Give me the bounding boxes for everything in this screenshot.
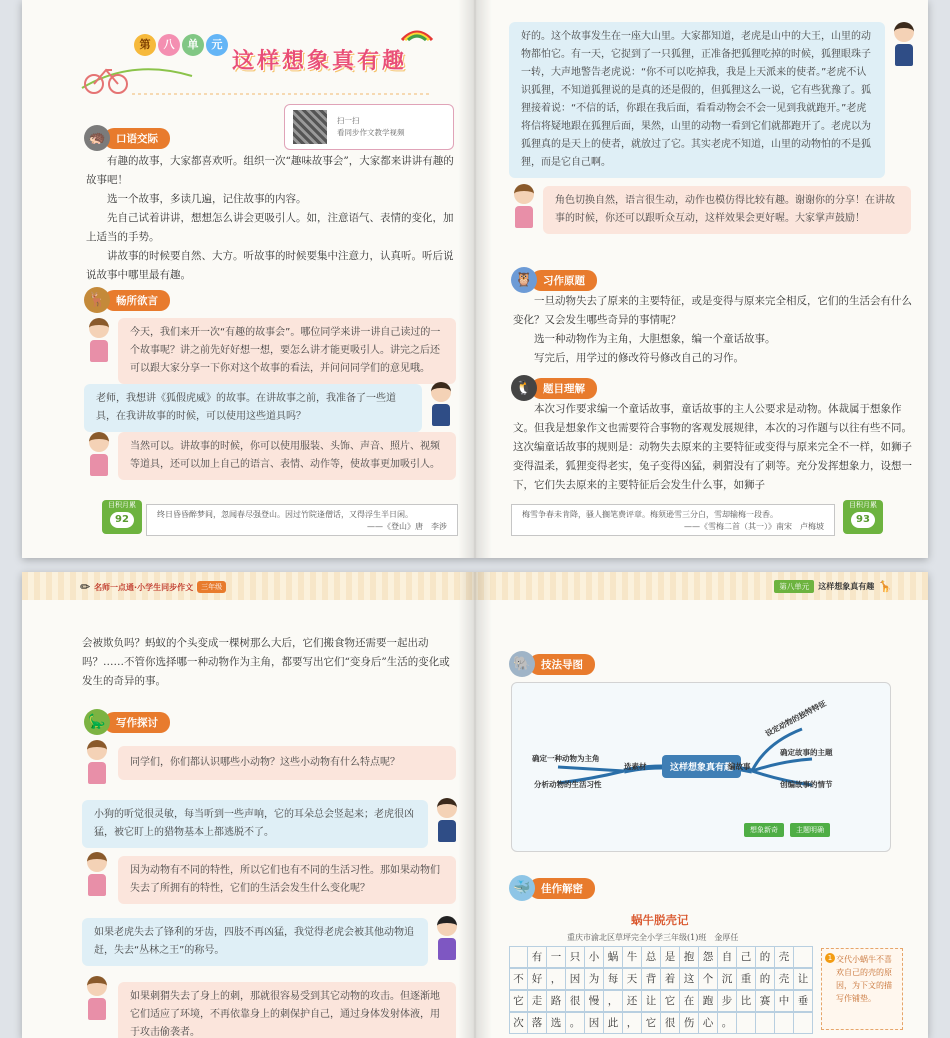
essay-grid-cell: 在: [680, 990, 699, 1012]
essay-grid-row-1: [509, 946, 813, 968]
essay-grid-cell: 个: [699, 968, 718, 990]
page-number-label: 目积月累: [849, 501, 877, 509]
paragraph: 一旦动物失去了原来的主要特征，或是变得与原来完全相反，它们的生活会有什么变化？又会发生哪些奇异的事情呢？: [513, 295, 912, 326]
essay-grid-cell: 的: [756, 946, 775, 968]
whale-icon: 🐳: [509, 875, 535, 901]
page-number-badge: [843, 500, 883, 534]
page-93: [475, 0, 928, 558]
essay-grid-cell: 壳: [775, 968, 794, 990]
footer-source: ——《雪梅二首（其一）》南宋 卢梅坡: [684, 522, 824, 531]
essay-grid-cell: 跑: [699, 990, 718, 1012]
dialog-student-2: 如果老虎失去了锋利的牙齿，四肢不再凶猛，我觉得老虎会被其他动物追赶，失去“丛林之王”的称号。: [82, 918, 428, 966]
mind-map-tag: 想象新奇: [744, 823, 784, 837]
essay-grid-cell: 此: [604, 1012, 623, 1034]
essay-grid-cell: 背: [642, 968, 661, 990]
essay-grid-cell: 重: [737, 968, 756, 990]
essay-grid-cell: 的: [756, 968, 775, 990]
essay-grid-cell: 因: [585, 1012, 604, 1034]
essay-grid-cell: 一: [547, 946, 566, 968]
annotation-number: 1: [825, 953, 835, 963]
essay-grid-cell: 中: [775, 990, 794, 1012]
page-number: 93: [851, 512, 875, 528]
essay-grid-cell: 只: [566, 946, 585, 968]
essay-grid-cell: 每: [604, 968, 623, 990]
dialog-teacher-2: 当然可以。讲故事的时候，你可以使用服装、头饰、声音、照片、视频等道具，还可以加上自己的语言、表情、动作等，使故事更加吸引人。: [118, 432, 456, 480]
unit-header: [774, 580, 892, 593]
section-title: 口语交际: [104, 128, 170, 149]
teacher-avatar: [86, 740, 108, 786]
original-paragraphs: [513, 292, 915, 368]
dialog-student-1: 小狗的听觉很灵敏，每当听到一些声响，它的耳朵总会竖起来；老虎很凶猛，被它盯上的猎物基本上都逃脱不了。: [82, 800, 428, 848]
section-heading-explore: [84, 712, 170, 732]
section-heading-original: [511, 270, 597, 290]
essay-grid-cell: 比: [737, 990, 756, 1012]
essay-grid-cell: 好: [528, 968, 547, 990]
paragraph: 写完后，用学过的修改符号修改自己的习作。: [534, 352, 744, 364]
essay-grid-cell: 天: [623, 968, 642, 990]
teacher-avatar: [86, 852, 108, 898]
paragraph: 有趣的故事，大家都喜欢听。组织一次“趣味故事会”，大家都来讲讲有趣的故事吧！: [86, 155, 454, 186]
dialog-teacher-2: 因为动物有不同的特性，所以它们也有不同的生活习性。那如果动物们失去了所拥有的特性，它们的生活会发生什么变化呢？: [118, 856, 456, 904]
dialog-student-1: 老师，我想讲《狐假虎威》的故事。在讲故事之前，我准备了一些道具，在我讲故事的时候，可以使用这些道具吗？: [84, 384, 422, 432]
essay-grid-cell: 自: [718, 946, 737, 968]
essay-grid-cell: 因: [566, 968, 585, 990]
dialog-teacher-comment: 角色切换自然，语言很生动，动作也模仿得比较有趣。谢谢你的分享！在讲故事的时候，你还可以跟听众互动，这样效果会更好喔。大家掌声鼓励！: [543, 186, 911, 234]
technique-mind-map: [511, 682, 891, 852]
giraffe-icon: 🦒: [878, 580, 892, 593]
section-title: 习作原题: [531, 270, 597, 291]
mind-map-center: 这样想象真有趣: [662, 755, 741, 778]
unit-banner: [72, 18, 452, 98]
annotation-text: 交代小蜗牛不喜欢自己的壳的原因，为下文的描写作铺垫。: [836, 955, 892, 1003]
essay-grid-cell: 怨: [699, 946, 718, 968]
elephant-icon: 🐘: [509, 651, 535, 677]
mind-map-branch: 选素材: [624, 762, 647, 771]
qr-caption: [337, 115, 405, 139]
hedgehog-icon: 🦔: [84, 125, 110, 151]
essay-grid-cell: [756, 1012, 775, 1034]
essay-grid-cell: 很: [661, 1012, 680, 1034]
teacher-avatar: [88, 318, 110, 364]
section-heading-essay: [509, 878, 595, 898]
page-number-label: 目积月累: [108, 501, 136, 509]
section-title: 畅所欲言: [104, 290, 170, 311]
essay-grid-cell: 为: [585, 968, 604, 990]
continued-paragraph: [82, 634, 458, 691]
essay-grid-cell: 垂: [794, 990, 813, 1012]
unit-title: 这样想象真有趣: [232, 49, 408, 74]
teacher-avatar: [86, 976, 108, 1022]
mind-map-leaf: 确定一种动物为主角: [532, 754, 600, 763]
essay-grid-cell: 蜗: [604, 946, 623, 968]
section-heading-discuss: [84, 290, 170, 310]
qr-code-icon[interactable]: [293, 110, 327, 144]
paragraph: 会被欺负吗？蚂蚁的个头变成一棵树那么大后，它们搬食物还需要一起出动吗？……不管你选择哪一种动物作为主角，都要写出它们“变身后”生活的变化或发生的奇异的事。: [82, 637, 450, 687]
essay-grid-cell: 伤: [680, 1012, 699, 1034]
essay-grid-cell: 让: [794, 968, 813, 990]
dialog-student-story: 好的。这个故事发生在一座大山里。大家都知道，老虎是山中的大王，山里的动物都怕它。有一天，它捉到了一只狐狸，正准备把狐狸吃掉的时候，狐狸眼珠子一转，大声地警告老虎说：“你不可以吃掉我，我是上天派来的使者。”老虎不认识狐狸，不知道狐狸说的是真的还是假的，但狐狸这么一说，它有些犹豫了。狐狸接着说：“不信的话，你跟在我后面，看看动物会不会一见到我就跑开。”老虎将信将疑地跟在狐狸后面，果然，山里的动物一看到它们就都跑开了。老虎以为狐狸真的是天上的使者，就放过了它。其实老虎不知道，山里的动物怕的不是狐狸，而是它自己啊。: [509, 22, 885, 178]
teacher-avatar: [88, 432, 110, 478]
dialog-teacher-1: 同学们，你们都认识哪些小动物？这些小动物有什么特点呢？: [118, 746, 456, 780]
essay-grid-cell: 很: [566, 990, 585, 1012]
essay-grid-cell: 。: [718, 1012, 737, 1034]
series-label: 名师一点通·小学生同步作文: [94, 582, 194, 592]
essay-grid-cell: 这: [680, 968, 699, 990]
deer-icon: 🦌: [84, 287, 110, 313]
essay-grid-cell: [775, 1012, 794, 1034]
essay-grid-cell: 不: [509, 968, 528, 990]
essay-grid-cell: ，: [547, 968, 566, 990]
qr-caption-line: 看同步作文教学视频: [337, 128, 405, 137]
essay-grid-cell: 壳: [775, 946, 794, 968]
essay-grid-cell: 它: [509, 990, 528, 1012]
essay-title: 蜗牛脱壳记: [631, 913, 689, 927]
mind-map-tag: 主题明确: [790, 823, 830, 837]
mind-map-leaf: 确定故事的主题: [780, 748, 833, 757]
dialog-teacher-1: 今天，我们来开一次“有趣的故事会”。哪位同学来讲一讲自己读过的一个故事呢？讲之前先好好想一想，要怎么讲才能更吸引人。讲完之后还可以跟大家分享一下你对这个故事的看法，并问问同学们的意见哦。: [118, 318, 456, 384]
essay-author: 重庆市渝北区草坪完全小学三年级(1)班 金厚任: [567, 933, 739, 942]
footer-quote-box: [511, 504, 835, 536]
unit-char: 八: [158, 34, 180, 56]
essay-grid-cell: 步: [718, 990, 737, 1012]
student-avatar: [430, 382, 452, 428]
footer-quote: 终日昏昏醉梦间，忽闻春尽强登山。因过竹院逢僧话，又得浮生半日闲。: [157, 510, 413, 519]
essay-grid-cell: 小: [585, 946, 604, 968]
section-title: 技法导图: [529, 654, 595, 675]
series-header: [80, 580, 226, 594]
unit-char: 单: [182, 34, 204, 56]
footer-quote-box: [146, 504, 458, 536]
section-title: 题目理解: [531, 378, 597, 399]
student-avatar: [893, 22, 915, 68]
section-heading-mindmap: [509, 654, 595, 674]
essay-grid-cell: [737, 1012, 756, 1034]
essay-grid-cell: 次: [509, 1012, 528, 1034]
dialog-student-3: 如果刺猬失去了身上的刺，那就很容易受到其它动物的攻击。但逐渐地它们适应了环境，不再依靠身上的刺保护自己，通过身体发射体液，用于攻击偷袭者。: [118, 982, 456, 1038]
unit-label: [134, 34, 228, 56]
unit-char: 元: [206, 34, 228, 56]
page-95: [475, 572, 928, 1038]
essay-grid-cell: ，: [623, 1012, 642, 1034]
footer-source: ——《登山》唐 李涉: [367, 522, 447, 531]
essay-grid-cell: 着: [661, 968, 680, 990]
essay-grid-cell: 路: [547, 990, 566, 1012]
unit-char: 第: [134, 34, 156, 56]
essay-grid-cell: 总: [642, 946, 661, 968]
essay-grid-cell: 抱: [680, 946, 699, 968]
essay-grid-cell: [794, 1012, 813, 1034]
mind-map-leaf: 分析动物的生活习性: [534, 780, 602, 789]
essay-grid-row-2: [509, 968, 813, 990]
essay-grid-cell: 选: [547, 1012, 566, 1034]
unit-title: 这样想象真有趣: [818, 582, 875, 591]
page-number-badge: [102, 500, 142, 534]
essay-grid-cell: 落: [528, 1012, 547, 1034]
essay-grid-cell: ，: [604, 990, 623, 1012]
essay-grid-cell: 走: [528, 990, 547, 1012]
section-heading-oral: [84, 128, 170, 148]
unit-tag: 第八单元: [774, 580, 814, 593]
paragraph: 选一种动物作为主角，大胆想象，编一个童话故事。: [534, 333, 776, 345]
teacher-avatar: [513, 184, 535, 230]
mind-map-branch: 编故事: [728, 762, 751, 771]
owl-icon: 🦉: [511, 267, 537, 293]
essay-grid-cell: 。: [566, 1012, 585, 1034]
essay-grid-cell: [509, 946, 528, 968]
page-92: [22, 0, 475, 558]
page-number: 92: [110, 512, 134, 528]
essay-grid-cell: 还: [623, 990, 642, 1012]
top-book-spread: [22, 0, 928, 558]
essay-grid-cell: 己: [737, 946, 756, 968]
essay-grid-cell: 是: [661, 946, 680, 968]
essay-grid-cell: 赛: [756, 990, 775, 1012]
essay-grid-cell: 它: [642, 1012, 661, 1034]
section-title: 佳作解密: [529, 878, 595, 899]
paragraph: 讲故事的时候要自然、大方。听故事的时候要集中注意力，认真听。听后说说故事中哪里最有趣。: [86, 250, 454, 281]
essay-grid-cell: 有: [528, 946, 547, 968]
essay-grid-cell: 牛: [623, 946, 642, 968]
mind-map-leaf: 设定动物的独特特征: [763, 698, 828, 739]
essay-grid-row-3: [509, 990, 813, 1012]
oral-paragraphs: [86, 152, 456, 285]
essay-grid-cell: 让: [642, 990, 661, 1012]
section-title: 写作探讨: [104, 712, 170, 733]
student-avatar: [436, 798, 458, 844]
essay-grid: [509, 946, 817, 1038]
grade-badge: 三年级: [197, 581, 226, 593]
footer-quote: 梅雪争春未肯降，骚人搁笔费评章。梅须逊雪三分白，雪却输梅一段香。: [522, 510, 778, 519]
paragraph: 先自己试着讲讲，想想怎么讲会更吸引人。如，注意语气、表情的变化，加上适当的手势。: [86, 212, 454, 243]
annotation-note: [821, 948, 903, 1030]
dinosaur-icon: 🦕: [84, 709, 110, 735]
essay-grid-cell: [794, 946, 813, 968]
understand-paragraph: [513, 400, 915, 495]
bottom-book-spread: [22, 572, 928, 1038]
section-heading-understand: [511, 378, 597, 398]
essay-grid-cell: 它: [661, 990, 680, 1012]
essay-grid-row-4: [509, 1012, 813, 1034]
pencil-icon: ✏: [80, 580, 91, 594]
essay-grid-cell: 心: [699, 1012, 718, 1034]
mind-map-leaf: 创编故事的情节: [780, 780, 833, 789]
paragraph: 本次习作要求编一个童话故事，童话故事的主人公要求是动物。体裁属于想象作文。但我是想象作文也需要符合事物的客观发展规律，本次的习作题与以往有些不同。这次编童话故事的规则是：动物失去原来的主要特征或变得与原来完全不一样，如狮子变得温柔，狐狸变得老实，兔子变得凶猛，刺猬没有了刺等。充分发挥想象力，设想一下，它们失去原来的主要特征后会发生什么事，如狮子: [513, 403, 912, 491]
penguin-icon: 🐧: [511, 375, 537, 401]
qr-caption-line: 扫一扫: [337, 116, 360, 125]
paragraph: 选一个故事，多读几遍，记住故事的内容。: [107, 193, 307, 205]
student-avatar: [436, 916, 458, 962]
qr-card[interactable]: [284, 104, 454, 150]
page-94: [22, 572, 475, 1038]
essay-grid-cell: 沉: [718, 968, 737, 990]
essay-grid-cell: 慢: [585, 990, 604, 1012]
